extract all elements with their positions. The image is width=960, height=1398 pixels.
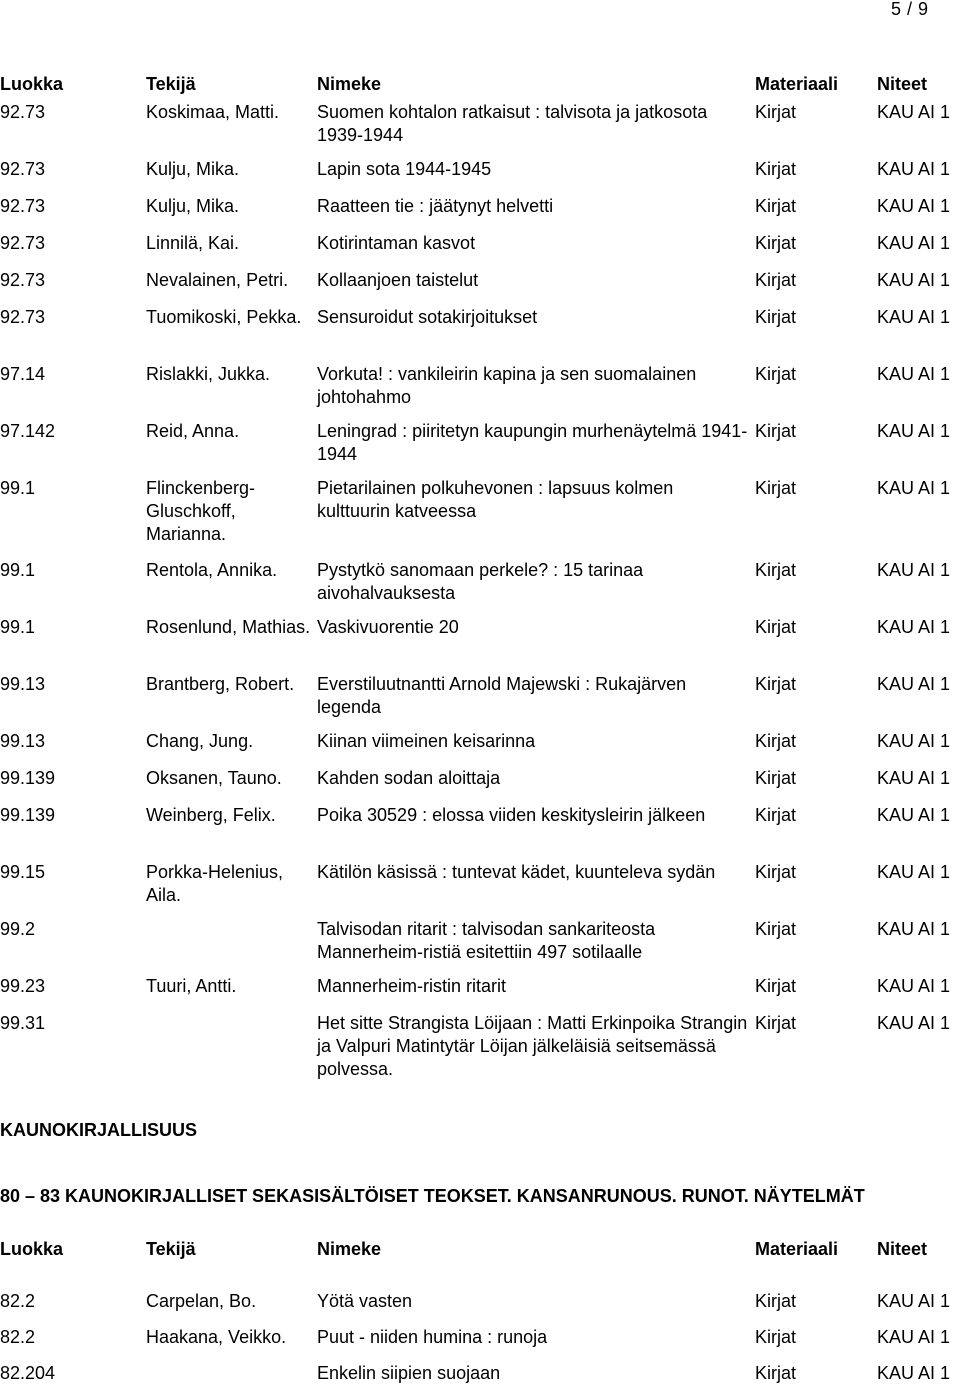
cell-luokka: 99.1 (0, 478, 36, 498)
cell-tekija: Brantberg, Robert. (146, 674, 295, 694)
cell-nimeke: Suomen kohtalon ratkaisut : talvisota ja jatkosota 1939-1944 (317, 102, 708, 145)
table-row (0, 158, 960, 195)
cell-luokka: 82.2 (0, 1327, 36, 1347)
table-row (0, 559, 960, 616)
cell-nimeke: Talvisodan ritarit : talvisodan sankariteosta Mannerheim-ristiä esitettiin 497 sotilaalle (317, 919, 656, 962)
cell-tekija: Kulju, Mika. (146, 196, 240, 216)
cell-nimeke: Pietarilainen polkuhevonen : lapsuus kolmen kulttuurin katveessa (317, 478, 674, 521)
header-niteet: Niteet (877, 74, 928, 94)
table-header (0, 73, 960, 101)
cell-luokka: 97.142 (0, 421, 56, 441)
cell-luokka: 92.73 (0, 102, 46, 122)
cell-luokka: 99.23 (0, 976, 46, 996)
cell-luokka: 92.73 (0, 270, 46, 290)
cell-tekija: Porkka-Helenius, Aila. (146, 862, 284, 905)
cell-materiaali: Kirjat (755, 364, 797, 384)
page-number: 5 / 9 (891, 0, 929, 19)
cell-tekija: Tuomikoski, Pekka. (146, 307, 302, 327)
catalog-table-history (0, 73, 960, 1092)
cell-nimeke: Yötä vasten (317, 1291, 413, 1311)
header-luokka: Luokka (0, 1239, 64, 1259)
header-tekija: Tekijä (146, 1239, 196, 1259)
header-materiaali: Materiaali (755, 74, 839, 94)
table-row (0, 269, 960, 306)
cell-materiaali: Kirjat (755, 805, 797, 825)
cell-niteet: KAU AI 1 (877, 805, 951, 825)
cell-tekija: Weinberg, Felix. (146, 805, 276, 825)
cell-materiaali: Kirjat (755, 976, 797, 996)
cell-tekija: Reid, Anna. (146, 421, 240, 441)
cell-luokka: 92.73 (0, 307, 46, 327)
cell-niteet: KAU AI 1 (877, 478, 951, 498)
table-row (0, 804, 960, 861)
table-row (0, 673, 960, 730)
cell-tekija: Linnilä, Kai. (146, 233, 240, 253)
cell-tekija: Tuuri, Antti. (146, 976, 237, 996)
cell-nimeke: Kätilön käsissä : tuntevat kädet, kuunteleva sydän (317, 862, 716, 882)
cell-materiaali: Kirjat (755, 233, 797, 253)
table-row (0, 918, 960, 975)
header-luokka: Luokka (0, 74, 64, 94)
table-row (0, 232, 960, 269)
cell-materiaali: Kirjat (755, 560, 797, 580)
table-row (0, 101, 960, 158)
table-row (0, 767, 960, 804)
section-heading-kaunokirjallisuus: KAUNOKIRJALLISUUS (0, 1120, 198, 1140)
cell-niteet: KAU AI 1 (877, 862, 951, 882)
cell-niteet: KAU AI 1 (877, 768, 951, 788)
table-row (0, 420, 960, 477)
cell-tekija: Carpelan, Bo. (146, 1291, 257, 1311)
cell-tekija: Haakana, Veikko. (146, 1327, 287, 1347)
cell-nimeke: Het sitte Strangista Löijaan : Matti Erkinpoika Strangin ja Valpuri Matintytär Löijan jälkeläisiä seitsemässä polvessa. (317, 1013, 748, 1079)
cell-luokka: 99.1 (0, 617, 36, 637)
cell-materiaali: Kirjat (755, 768, 797, 788)
cell-luokka: 99.139 (0, 768, 56, 788)
cell-tekija: Chang, Jung. (146, 731, 254, 751)
cell-materiaali: Kirjat (755, 478, 797, 498)
cell-materiaali: Kirjat (755, 1291, 797, 1311)
table-row (0, 306, 960, 363)
table-row (0, 861, 960, 918)
table-row (0, 477, 960, 559)
cell-nimeke: Vaskivuorentie 20 (317, 617, 459, 637)
cell-tekija: Oksanen, Tauno. (146, 768, 282, 788)
table-body (0, 1290, 960, 1398)
cell-nimeke: Kiinan viimeinen keisarinna (317, 731, 536, 751)
section-subheading-80-83: 80 – 83 KAUNOKIRJALLISET SEKASISÄLTÖISET TEOKSET. KANSANRUNOUS. RUNOT. NÄYTELMÄT (0, 1186, 865, 1206)
table-header (0, 1238, 960, 1266)
cell-tekija: Rislakki, Jukka. (146, 364, 271, 384)
cell-niteet: KAU AI 1 (877, 307, 951, 327)
cell-niteet: KAU AI 1 (877, 617, 951, 637)
table-row (0, 1362, 960, 1398)
cell-nimeke: Puut - niiden humina : runoja (317, 1327, 548, 1347)
cell-nimeke: Enkelin siipien suojaan (317, 1363, 501, 1383)
cell-nimeke: Pystytkö sanomaan perkele? : 15 tarinaa aivohalvauksesta (317, 560, 644, 603)
cell-niteet: KAU AI 1 (877, 364, 951, 384)
cell-luokka: 82.2 (0, 1291, 36, 1311)
cell-niteet: KAU AI 1 (877, 233, 951, 253)
cell-materiaali: Kirjat (755, 270, 797, 290)
cell-nimeke: Sensuroidut sotakirjoitukset (317, 307, 538, 327)
header-nimeke: Nimeke (317, 1239, 382, 1259)
cell-nimeke: Raatteen tie : jäätynyt helvetti (317, 196, 554, 216)
table-row (0, 363, 960, 420)
cell-niteet: KAU AI 1 (877, 1291, 951, 1311)
table-body (0, 101, 960, 1092)
cell-luokka: 99.15 (0, 862, 46, 882)
cell-nimeke: Mannerheim-ristin ritarit (317, 976, 507, 996)
cell-materiaali: Kirjat (755, 674, 797, 694)
cell-nimeke: Poika 30529 : elossa viiden keskitysleirin jälkeen (317, 805, 706, 825)
header-materiaali: Materiaali (755, 1239, 839, 1259)
table-row (0, 975, 960, 1012)
cell-niteet: KAU AI 1 (877, 270, 951, 290)
cell-luokka: 92.73 (0, 196, 46, 216)
cell-niteet: KAU AI 1 (877, 1327, 951, 1347)
cell-niteet: KAU AI 1 (877, 196, 951, 216)
cell-nimeke: Kahden sodan aloittaja (317, 768, 501, 788)
table-row (0, 1326, 960, 1362)
cell-nimeke: Kollaanjoen taistelut (317, 270, 479, 290)
cell-materiaali: Kirjat (755, 1363, 797, 1383)
cell-luokka: 99.13 (0, 674, 46, 694)
cell-luokka: 82.204 (0, 1363, 56, 1383)
cell-materiaali: Kirjat (755, 1013, 797, 1033)
table-row (0, 195, 960, 232)
cell-tekija: Kulju, Mika. (146, 159, 240, 179)
cell-niteet: KAU AI 1 (877, 674, 951, 694)
header-tekija: Tekijä (146, 74, 196, 94)
cell-nimeke: Leningrad : piiritetyn kaupungin murhenäytelmä 1941-1944 (317, 421, 748, 464)
cell-luokka: 99.13 (0, 731, 46, 751)
header-nimeke: Nimeke (317, 74, 382, 94)
cell-niteet: KAU AI 1 (877, 102, 951, 122)
cell-luokka: 99.2 (0, 919, 36, 939)
cell-materiaali: Kirjat (755, 102, 797, 122)
cell-nimeke: Lapin sota 1944-1945 (317, 159, 492, 179)
cell-niteet: KAU AI 1 (877, 159, 951, 179)
cell-niteet: KAU AI 1 (877, 1363, 951, 1383)
cell-nimeke: Kotirintaman kasvot (317, 233, 476, 253)
cell-materiaali: Kirjat (755, 159, 797, 179)
cell-materiaali: Kirjat (755, 307, 797, 327)
table-row (0, 616, 960, 673)
cell-niteet: KAU AI 1 (877, 1013, 951, 1033)
cell-nimeke: Vorkuta! : vankileirin kapina ja sen suomalainen johtohahmo (317, 364, 697, 407)
cell-luokka: 92.73 (0, 159, 46, 179)
cell-tekija: Flinckenberg-Gluschkoff, Marianna. (146, 478, 256, 544)
cell-materiaali: Kirjat (755, 731, 797, 751)
cell-tekija: Koskimaa, Matti. (146, 102, 280, 122)
cell-luokka: 99.1 (0, 560, 36, 580)
cell-tekija: Nevalainen, Petri. (146, 270, 289, 290)
cell-materiaali: Kirjat (755, 862, 797, 882)
cell-tekija: Rentola, Annika. (146, 560, 278, 580)
cell-luokka: 92.73 (0, 233, 46, 253)
table-row (0, 1290, 960, 1326)
cell-luokka: 99.31 (0, 1013, 46, 1033)
cell-niteet: KAU AI 1 (877, 976, 951, 996)
cell-materiaali: Kirjat (755, 196, 797, 216)
cell-niteet: KAU AI 1 (877, 421, 951, 441)
cell-niteet: KAU AI 1 (877, 560, 951, 580)
cell-materiaali: Kirjat (755, 421, 797, 441)
cell-niteet: KAU AI 1 (877, 731, 951, 751)
cell-materiaali: Kirjat (755, 919, 797, 939)
cell-materiaali: Kirjat (755, 1327, 797, 1347)
cell-materiaali: Kirjat (755, 617, 797, 637)
cell-tekija: Rosenlund, Mathias. (146, 617, 311, 637)
cell-luokka: 99.139 (0, 805, 56, 825)
header-niteet: Niteet (877, 1239, 928, 1259)
cell-nimeke: Everstiluutnantti Arnold Majewski : Rukajärven legenda (317, 674, 687, 717)
table-row (0, 1012, 960, 1092)
cell-niteet: KAU AI 1 (877, 919, 951, 939)
catalog-table-fiction (0, 1238, 960, 1398)
cell-luokka: 97.14 (0, 364, 46, 384)
table-row (0, 730, 960, 767)
